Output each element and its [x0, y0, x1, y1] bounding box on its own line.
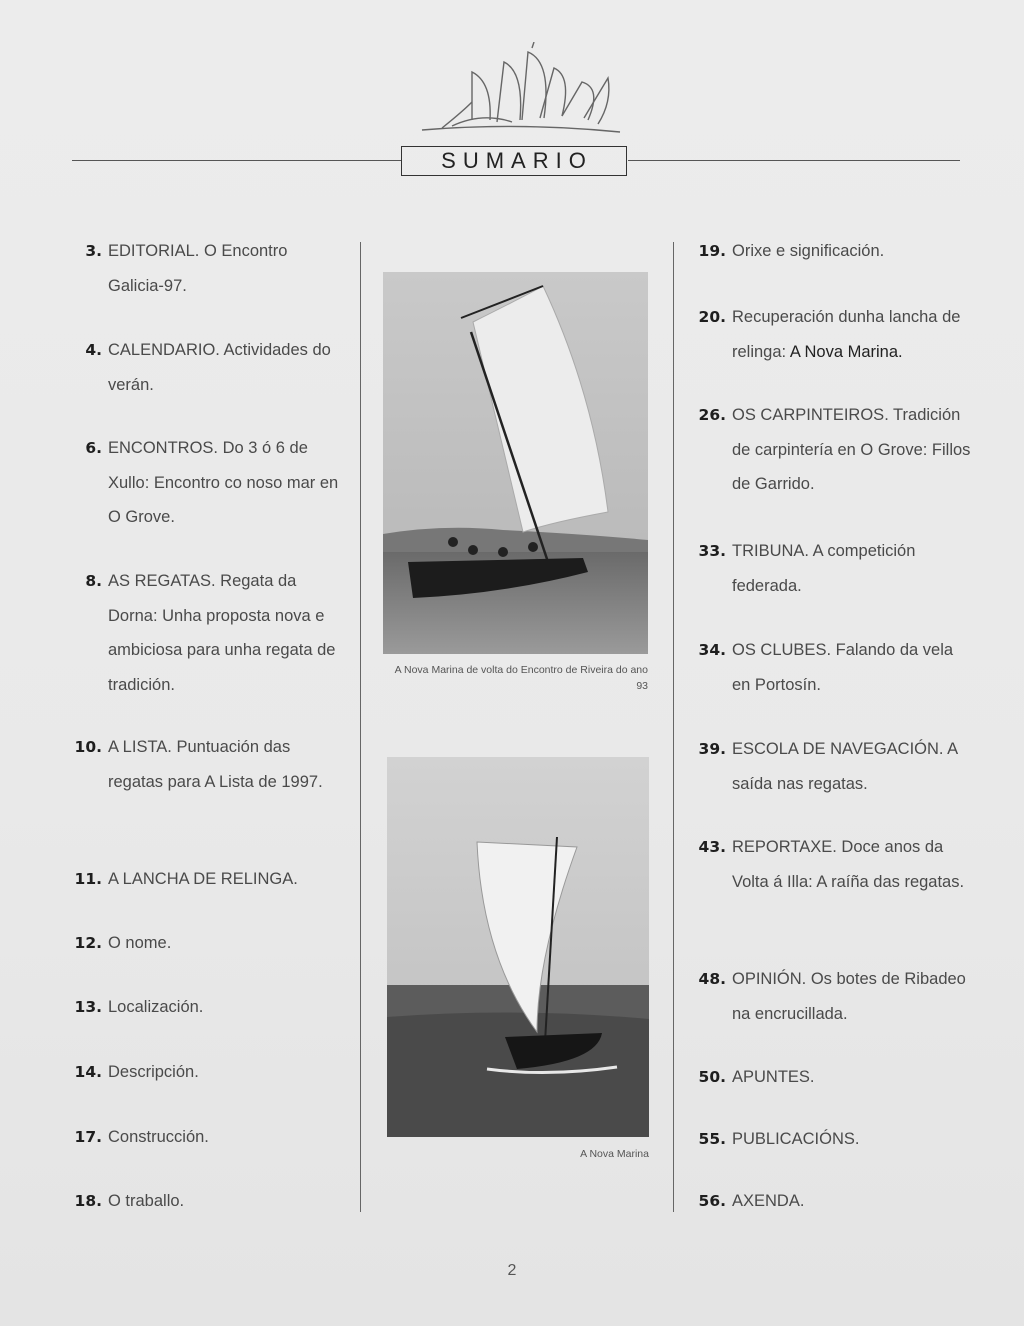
toc-entry[interactable]: 17. Construcción. — [74, 1128, 209, 1146]
column-divider-right — [673, 242, 674, 1212]
toc-entry[interactable]: 34. OS CLUBES. Falando da vela en Portosín. — [698, 641, 954, 694]
header-rule-right — [628, 160, 960, 161]
toc-entry[interactable]: 20. Recuperación dunha lancha de relinga: A Nova Marina. — [698, 308, 961, 361]
toc-entry[interactable]: 43. REPORTAXE. Doce anos da Volta á Illa: A raíña das regatas. — [698, 838, 965, 891]
toc-entry[interactable]: 33. TRIBUNA. A competición federada. — [698, 542, 916, 595]
toc-entry[interactable]: 6. ENCONTROS. Do 3 ó 6 de Xullo: Encontro co noso mar en O Grove. — [85, 439, 339, 526]
toc-entry[interactable]: 18. O traballo. — [74, 1192, 185, 1210]
toc-entry[interactable]: 13. Localización. — [74, 998, 204, 1016]
toc-entry[interactable]: 12. O nome. — [74, 934, 172, 952]
toc-entry[interactable]: 8. AS REGATAS. Regata da Dorna: Unha proposta nova e ambiciosa para unha regata de tradición. — [85, 572, 336, 694]
toc-entry[interactable]: 11. A LANCHA DE RELINGA. — [74, 870, 298, 888]
toc-entry[interactable]: 26. OS CARPINTEIROS. Tradición de carpintería en O Grove: Fillos de Garrido. — [698, 406, 971, 493]
column-divider-left — [360, 242, 361, 1212]
toc-entry[interactable]: 56. AXENDA. — [698, 1192, 805, 1210]
toc-entry[interactable]: 39. ESCOLA DE NAVEGACIÓN. A saída nas regatas. — [698, 740, 958, 793]
toc-entry[interactable]: 48. OPINIÓN. Os botes de Ribadeo na encrucillada. — [698, 970, 966, 1023]
toc-entry[interactable]: 55. PUBLICACIÓNS. — [698, 1130, 860, 1148]
boat-name: A Nova Marina. — [789, 342, 903, 361]
toc-entry[interactable]: 19. Orixe e significación. — [698, 242, 885, 260]
boat-photo-sailing — [387, 757, 649, 1137]
page-number: 2 — [507, 1262, 517, 1279]
boat-photo-regatta — [383, 272, 648, 654]
photo-caption-2: A Nova Marina — [580, 1148, 649, 1160]
header-rule-left — [72, 160, 402, 161]
toc-entry[interactable]: 4. CALENDARIO. Actividades do verán. — [85, 341, 331, 394]
sailing-boats-logo-icon — [412, 42, 624, 138]
toc-entry[interactable]: 10. A LISTA. Puntuación das regatas para A Lista de 1997. — [74, 738, 323, 791]
photo-caption-1: A Nova Marina de volta do Encontro de Riveira do ano 93 — [394, 664, 648, 692]
toc-entry[interactable]: 3. EDITORIAL. O Encontro Galicia-97. — [85, 242, 288, 295]
toc-entry[interactable]: 50. APUNTES. — [698, 1068, 815, 1086]
page-title: SUMARIO — [401, 146, 627, 176]
toc-entry[interactable]: 14. Descripción. — [74, 1063, 199, 1081]
